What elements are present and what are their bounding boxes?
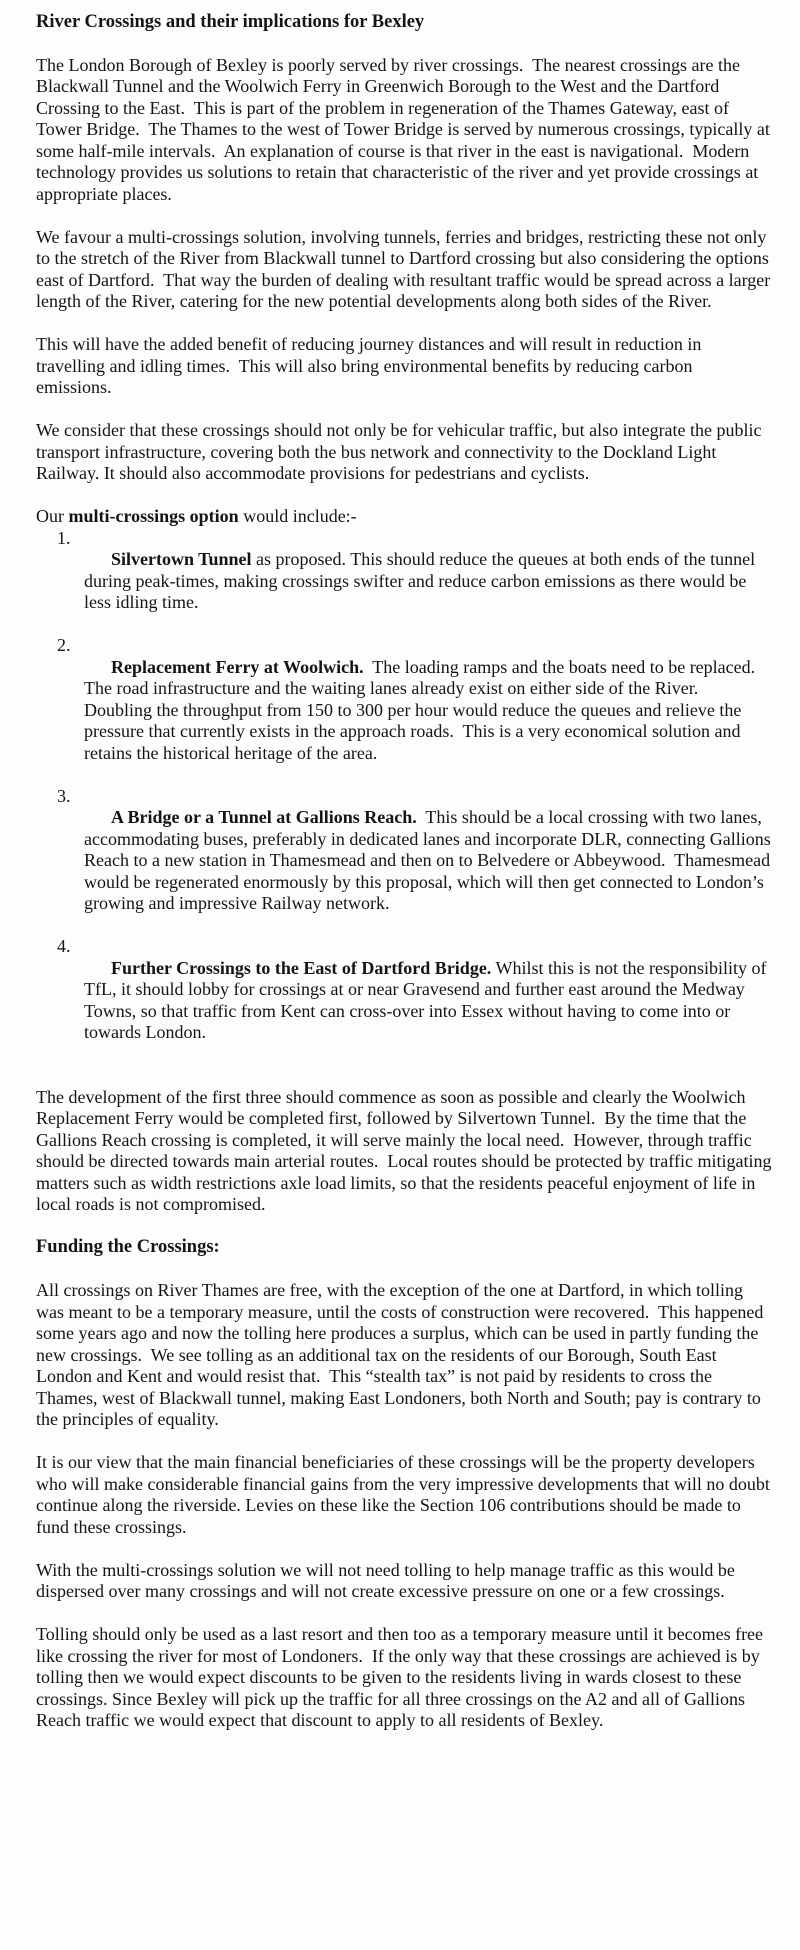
intro-paragraph-3: This will have the added benefit of reducing journey distances and will result in reduction in travelling and idling times. This will also bring environmental benefits by reducing carbon emissions.: [36, 334, 706, 397]
list-item-text: The loading ramps and the boats need to be replaced. The road infrastructure and the waiting lanes already exist on either side of the River. Doubling the throughput from 150 to 300 per hour would reduce the queues and relieve the pressure that currently exists in the approach roads. This is a very economical solution and retains the historical heritage of the area.: [84, 656, 764, 763]
development-paragraph: The development of the first three should commence as soon as possible and clearly the Woolwich Replacement Ferry would be completed first, followed by Silvertown Tunnel. By the time that the Gallions Reach crossing is completed, it will serve mainly the local need. However, through traffic should be directed towards main arterial routes. Local routes should be protected by traffic mitigating matters such as width restrictions axle load limits, so that the residents peaceful enjoyment of life in local roads is not compromised.: [36, 1086, 776, 1214]
list-item-number: 2.: [57, 635, 71, 655]
funding-paragraph-2: It is our view that the main financial beneficiaries of these crossings will be the property developers who will make considerable financial gains from the very impressive developments that will no doubt continue along the riverside. Levies on these like the Section 106 contributions should be made to fund these crossings.: [36, 1452, 775, 1537]
list-item-number: 3.: [57, 785, 71, 806]
document-title: River Crossings and their implications for Bexley: [36, 12, 425, 32]
options-lead-post: would include:-: [238, 506, 357, 526]
options-lead-pre: Our: [36, 506, 69, 526]
list-item-title: A Bridge or a Tunnel at Gallions Reach.: [111, 807, 417, 827]
list-item-east-of-dartford: [36, 936, 772, 1065]
options-lead-bold: multi-crossings option: [68, 506, 239, 526]
options-list: [36, 527, 776, 1066]
list-item-number: 4.: [57, 936, 71, 956]
list-item-text: as proposed. This should reduce the queues at both ends of the tunnel during peak-times, making crossings swifter and reduce carbon emissions as there would be less idling time.: [84, 549, 760, 612]
list-item-gallions-reach: [36, 785, 776, 937]
funding-paragraph-1: All crossings on River Thames are free, with the exception of the one at Dartford, in which tolling was meant to be a temporary measure, until the costs of construction were recovered. This happened some years ago and now the tolling here produces a surplus, which can be used in partly funding the new crossings. We see tolling as an additional tax on the residents of our Borough, South East London and Kent and would resist that. This “stealth tax” is not paid by residents to cross the Thames, west of Blackwall tunnel, making East Londoners, both North and South; pay is contrary to the principles of equality.: [36, 1280, 768, 1429]
funding-paragraph-4: Tolling should only be used as a last resort and then too as a temporary measure until it becomes free like crossing the river for most of Londoners. If the only way that these crossings are achieved is by tolling then we would expect discounts to be given to the residents living in wards closest to these crossings. Since Bexley will pick up the traffic for all three crossings on the A2 and all of Gallions Reach traffic we would expect that discount to apply to all residents of Bexley.: [36, 1624, 768, 1730]
funding-heading: Funding the Crossings:: [36, 1237, 220, 1257]
intro-paragraph-2: We favour a multi-crossings solution, involving tunnels, ferries and bridges, restricting these not only to the stretch of the River from Blackwall tunnel to Dartford crossing but also considering the options east of Dartford. That way the burden of dealing with resultant traffic would be spread across a larger length of the River, catering for the new potential developments along both sides of the River.: [36, 226, 775, 311]
intro-paragraph-4: We consider that these crossings should not only be for vehicular traffic, but also integrate the public transport infrastructure, covering both the bus network and connectivity to the Dockland Light Railway. It should also accommodate provisions for pedestrians and cyclists.: [36, 420, 767, 483]
list-item-text: Whilst this is not the responsibility of TfL, it should lobby for crossings at or near Gravesend and further east around the Medway Towns, so that traffic from Kent can cross-over into Essex without having to come into or towards London.: [84, 957, 771, 1042]
list-item-number: 1.: [57, 527, 71, 548]
list-item-silvertown-tunnel: [36, 528, 772, 636]
list-item-woolwich-ferry: [36, 635, 772, 786]
list-item-title: Further Crossings to the East of Dartford Bridge.: [111, 957, 492, 978]
list-item-text: This should be a local crossing with two lanes, accommodating buses, preferably in dedicated lanes and incorporate DLR, connecting Gallions Reach to a new station in Thamesmead and then on to Belvedere or Abbeywood. Thamesmead would be regenerated enormously by this proposal, which will then get connected to London’s growing and impressive Railway network.: [84, 807, 776, 913]
list-item-title: Replacement Ferry at Woolwich.: [111, 656, 364, 677]
list-item-title: Silvertown Tunnel: [111, 549, 252, 569]
intro-paragraph-1: The London Borough of Bexley is poorly served by river crossings. The nearest crossings are the Blackwall Tunnel and the Woolwich Ferry in Greenwich Borough to the West and the Dartford Crossing to the East. This is part of the problem in regeneration of the Thames Gateway, east of Tower Bridge. The Thames to the west of Tower Bridge is served by numerous crossings, typically at some half-mile intervals. An explanation of course is that river in the east is navigational. Modern technology provides us solutions to retain that characteristic of the river and yet provide crossings at appropriate places.: [36, 54, 775, 204]
funding-paragraph-3: With the multi-crossings solution we will not need tolling to help manage traffic as this would be dispersed over many crossings and will not create excessive pressure on one or a few crossings.: [36, 1559, 740, 1601]
options-lead: [36, 506, 772, 528]
